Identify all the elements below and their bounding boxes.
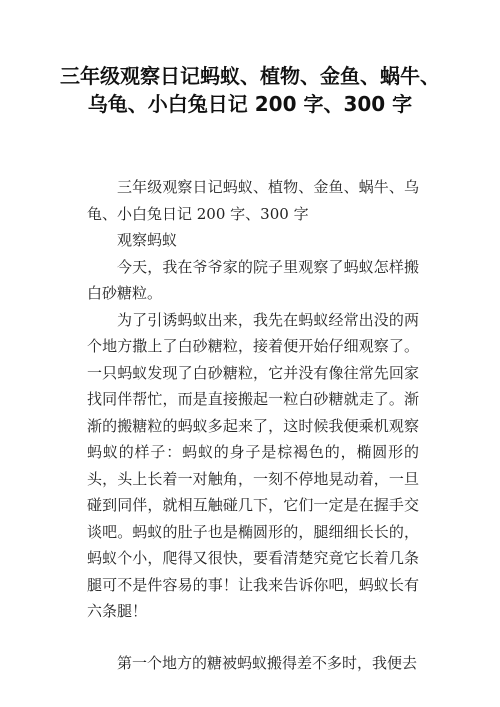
paragraph-continuation: 第一个地方的糖被蚂蚁搬得差不多时，我便去 (117, 653, 418, 672)
paragraph-subtitle: 观察蚂蚁 (117, 231, 178, 249)
paragraph-intro: 三年级观察日记蚂蚁、植物、金鱼、蜗牛、乌龟、小白兔日记 200 字、300 字 (87, 178, 419, 223)
paragraph-observation: 为了引诱蚂蚁出来，我先在蚂蚁经常出没的两个地方撒上了白砂糖粒，接着便开始仔细观察了。一只蚂蚁发现了白砂糖粒，它并没有像往常先回家找同伴帮忙，而是直接搬起一粒白砂糖就走了。渐渐的搬糖粒的蚂蚁多起来了，这时候我便乘机观察蚂蚁的样子：蚂蚁的身子是棕褐色的，椭圆形的头，头上长着一对触角，一刻不停地晃动着，一旦碰到同伴，就相互触碰几下，它们一定是在握手交谈吧。蚂蚁的肚子也是椭圆形的，腿细细长长的，蚂蚁个小，爬得又很快，要看清楚究竟它长着几条腿可不是件容易的事！让我来告诉你吧，蚂蚁长有六条腿！ (87, 310, 419, 620)
document-title: 三年级观察日记蚂蚁、植物、金鱼、蜗牛、乌龟、小白兔日记 200 字、300 字 (60, 64, 440, 116)
document-body (87, 174, 419, 676)
paragraph-opening: 今天，我在爷爷家的院子里观察了蚂蚁怎样搬白砂糖粒。 (87, 257, 419, 302)
